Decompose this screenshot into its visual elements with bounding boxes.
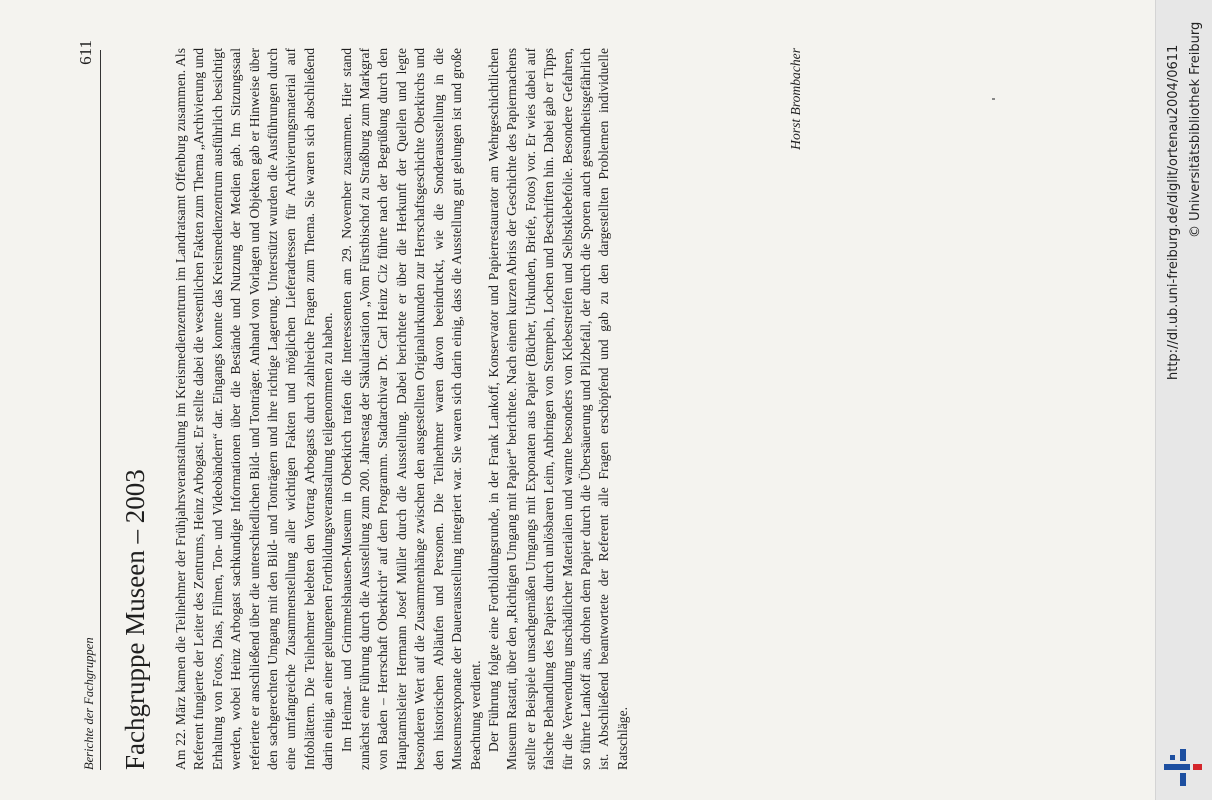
rotated-page-content [60,30,1100,770]
author-signature: Horst Brombacher [788,48,803,150]
running-head-label: Berichte der Fachgruppen [82,637,96,770]
library-margin-strip [1155,0,1212,800]
paragraph-1: Am 22. März kamen die Teilnehmer der Frühjahrsveranstaltung im Kreismedienzentrum im Landratsamt Offenburg zusammen. Als Referent fungierte der Leiter des Zentrums, Heinz Arbogast. Er stellte dabei die wesentlichen Fakten zum Thema „Archivierung und Erhaltung von Fotos, Dias, Filmen, Ton- und Videobändern“ dar. Eingangs konnte das Kreismedienzentrum ausführlich besichtigt werden, wobei Heinz Arbogast sachkundige Informationen über die Bestände und Nutzung der Medien gab. Im Sitzungssaal referierte er anschließend über die unterschiedlichen Bild- und Tonträger. Anhand von Vorlagen und Objekten gab er Hinweise über den sachgerechten Umgang mit den Bild- und Tonträgern und ihre richtige Lagerung. Unterstützt wurden die Ausführungen durch eine umfangreiche Zusammenstellung aller wichtigen Fakten und möglichen Lieferadressen für Archivierungsmaterial auf Infoblättern. Die Teilnehmer belebten den Vortrag Arbogasts durch zahlreiche Fragen zum Thema. Sie waren sich abschließend darin einig, an einer gelungenen Fortbildungsveranstaltung teilgenommen zu haben. [173,48,336,770]
page-number: 611 [76,40,95,65]
section-heading: Fachgruppe Museen – 2003 [120,469,150,770]
copyright-notice: © Universitätsbibliothek Freiburg [1188,21,1203,238]
ub-freiburg-logo-icon [1160,745,1205,790]
paragraph-3: Der Führung folgte eine Fortbildungsrunde, in der Frank Lankoff, Konservator und Papierrestaurator am Wehrgeschichtlichen Museum Rastatt, über den „Richtigen Umgang mit Papier“ berichtete. Nach einem kurzen Abriss der Geschichte des Papiermachens stellte er Beispiele unsachgemäßen Umgangs mit Exponaten aus Papier (Bücher, Urkunden, Briefe, Fotos) vor. Er wies dabei auf falsche Behandlung des Papiers durch unlösbaren Leim, Anbringen von Stempeln, Lochen und Beschriften hin. Dabei gab er Tipps für die Verwendung unschädlicher Materialien und warnte besonders von Klebestreifen und Selbstklebefolie. Besondere Gefahren, so führte Lankoff aus, drohen dem Papier durch die Übersäuerung und Pilzbefall, der durch die Sporen auch gesundheitsgefährlich ist. Abschließend beantwortete der Referent alle Fragen erschöpfend und gab zu den dargestellten Problemen individuelle Ratschläge. [485,48,630,770]
running-head [76,30,102,770]
paragraph-2: Im Heimat- und Grimmelshausen-Museum in Oberkirch trafen die Interessenten am 29. November zusammen. Hier stand zunächst eine Führung durch die Ausstellung zum 200. Jahrestag der Säkularisation „Vom Fürstbischof zu Straßburg zum Markgraf von Baden – Herrschaft Oberkirch“ auf dem Programm. Stadtarchivar Dr. Carl Heinz Ciz führte nach der Begrüßung durch den Hauptamtsleiter Hermann Josef Müller durch die Ausstellung. Dabei berichtete er über die Herkunft der Quellen und legte besonderen Wert auf die Zusammenhänge zwischen den ausgestellten Originalurkunden zur Herrschaftsgeschichte Oberkirchs und den historischen Abläufen und Personen. Die Teilnehmer waren davon beeindruckt, wie die Sonderausstellung in die Museumsexponate der Dauerausstellung integriert war. Sie waren sich darin einig, dass die Ausstellung gut gelungen ist und große Beachtung verdient. [338,48,483,770]
article-body [172,48,632,770]
permalink-url[interactable]: http://dl.ub.uni-freiburg.de/diglit/ortenau2004/0611 [1166,44,1181,380]
header-rule [100,50,101,770]
